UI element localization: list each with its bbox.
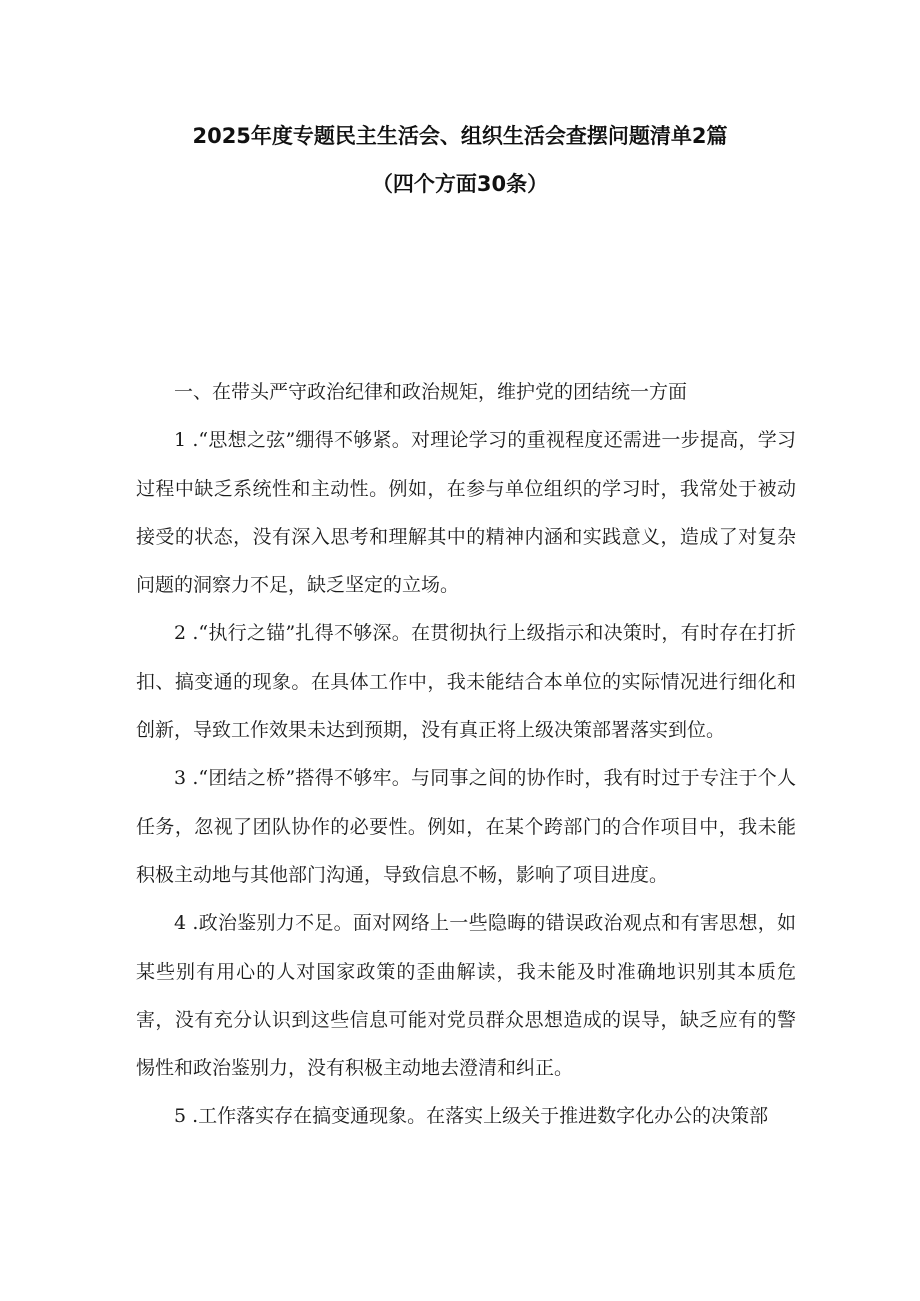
document-body [136,368,796,1141]
section-heading: 一、在带头严守政治纪律和政治规矩，维护党的团结统一方面 [174,381,688,403]
document-title: 2025年度专题民主生活会、组织生活会查摆问题清单2篇 [192,124,728,148]
paragraph-item-3: 3 .“团结之桥”搭得不够牢。与同事之间的协作时，我有时过于专注于个人任务，忽视了团队协作的必要性。例如，在某个跨部门的合作项目中，我未能积极主动地与其他部门沟通，导致信息不畅，影响了项目进度。 [136,767,796,886]
paragraph-item-5: 5 .工作落实存在搞变通现象。在落实上级关于推进数字化办公的决策部 [174,1105,769,1128]
paragraph-item-4: 4 .政治鉴别力不足。面对网络上一些隐晦的错误政治观点和有害思想，如某些别有用心的人对国家政策的歪曲解读，我未能及时准确地识别其本质危害，没有充分认识到这些信息可能对党员群众思想造成的误导，缺乏应有的警惕性和政治鉴别力，没有积极主动地去澄清和纠正。 [136,912,796,1080]
document-subtitle: （四个方面30条） [371,172,549,196]
paragraph-item-2: 2 .“执行之锚”扎得不够深。在贯彻执行上级指示和决策时，有时存在打折扣、搞变通的现象。在具体工作中，我未能结合本单位的实际情况进行细化和创新，导致工作效果未达到预期，没有真正将上级决策部署落实到位。 [136,622,796,742]
paragraph-item-1: 1 .“思想之弦”绷得不够紧。对理论学习的重视程度还需进一步提高，学习过程中缺乏系统性和主动性。例如，在参与单位组织的学习时，我常处于被动接受的状态，没有深入思考和理解其中的精神内涵和实践意义，造成了对复杂问题的洞察力不足，缺乏坚定的立场。 [136,429,796,597]
